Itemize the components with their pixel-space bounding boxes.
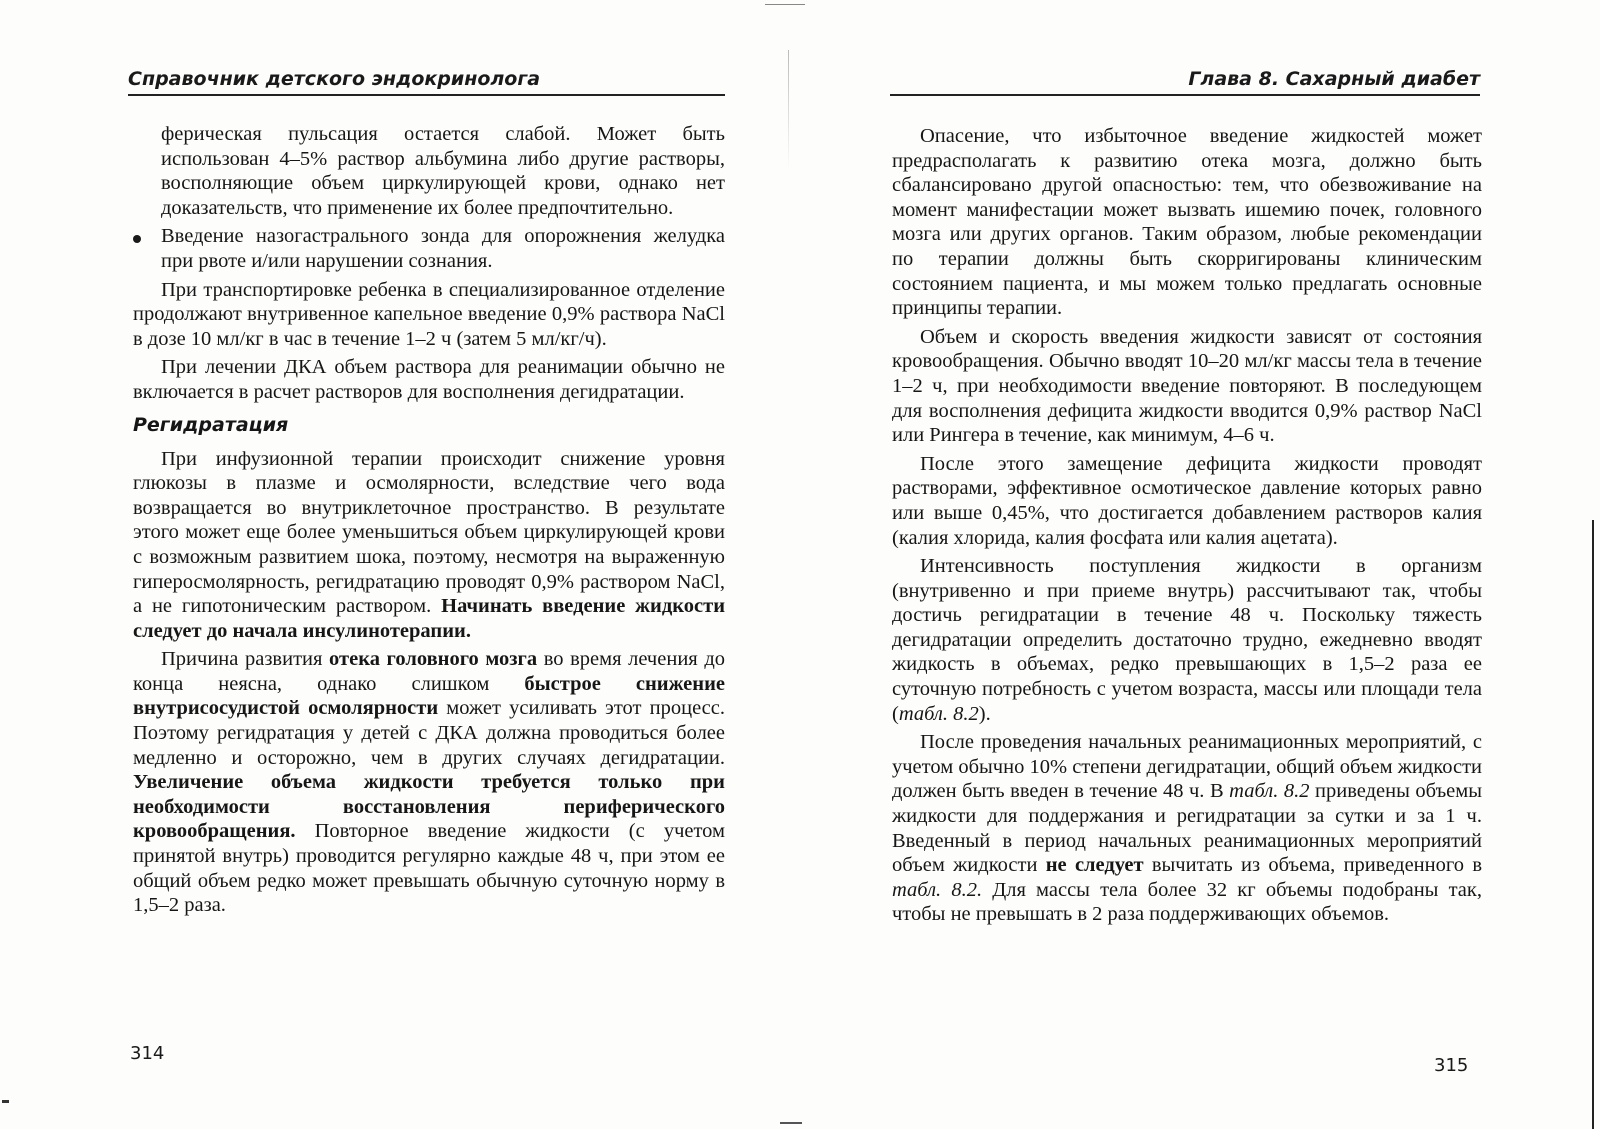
right-page	[790, 0, 1600, 1129]
paragraph-edema-text-4: Повторное введение жидкости (с учетом принятой внутрь) проводится регулярно каждые 48 ч, при этом ее общий объем редко может превышать обычную суточную норму в 1,5–2 раза.	[133, 820, 725, 917]
running-head-left: Справочник детского эндокринолога	[128, 64, 725, 96]
paragraph-edema-text-1: Причина развития	[161, 648, 330, 671]
bullet-icon	[133, 235, 141, 243]
table-reference: табл. 8.2.	[892, 878, 983, 901]
paragraph-edema-emphasis-1: отека головного мозга	[329, 648, 538, 671]
right-page-body	[892, 124, 1482, 931]
paragraph-infusion-text: При инфузионной терапии происходит снижение уровня глюкозы в плазме и осмолярности, вследствие чего вода возвращается во внутриклеточное пространство. В результате этого может еще более уменьшиться объем циркулирующей крови с возможным развитием шока, поэтому, несмотря на выраженную гиперосмолярность, регидратацию проводят 0,9% раствором NaCl, а не гипотоническим раствором.	[133, 447, 725, 618]
paragraph-volume-rate: Объем и скорость введения жидкости зависят от состояния кровообращения. Обычно вводят 10–20 мл/кг массы тела в течение 1–2 ч, при необходимости введение повторяют. В последующем для восполнения дефицита жидкости вводится 0,9% раствор NaCl или Рингера в течение, как минимум, 4–6 ч.	[892, 325, 1482, 447]
paragraph-intensity-text-2: ).	[978, 702, 991, 725]
left-page	[0, 0, 790, 1129]
paragraph-replacement: После этого замещение дефицита жидкости проводят растворами, эффективное осмотическое давление которых равно или выше 0,45%, что достигается добавлением растворов калия (калия хлорида, калия фосфата или калия ацетата).	[892, 452, 1482, 549]
paragraph-edema	[133, 647, 725, 918]
paragraph-resuscitation	[892, 730, 1482, 927]
paragraph-resuscitation-text-3: вычитать из объема, приведенного в	[1143, 854, 1483, 877]
paragraph-intensity-text-1: Интенсивность поступления жидкости в организм (внутривенно и при приеме внутрь) рассчитывают так, чтобы достичь регидратации в течение 48 ч. Поскольку тяжесть дегидратации определить достаточно трудно, ежедневно вводят жидкость в объемах, редко превышающих в 1,5–2 раза ее суточную потребность с учетом возраста, массы или площади тела (	[892, 555, 1482, 725]
left-page-body	[133, 122, 725, 922]
paragraph-dka: При лечении ДКА объем раствора для реанимации обычно не включается в расчет растворов для восполнения дегидратации.	[133, 356, 725, 403]
paragraph-resuscitation-text-4: Для массы тела более 32 кг объемы подобраны так, чтобы не превышать в 2 раза поддерживающих объемов.	[892, 878, 1482, 926]
paragraph-edema-emphasis-3: Увеличение объема жидкости требуется только при необходимости восстановления периферического кровообращения.	[133, 771, 725, 843]
section-heading: Регидратация	[133, 413, 289, 436]
running-head-right: Глава 8. Сахарный диабет	[890, 64, 1480, 96]
paragraph-edema-text-2: во время лечения до конца неясна, однако слишком	[133, 648, 725, 695]
paragraph-resuscitation-emphasis: не следует	[1045, 854, 1144, 877]
paragraph-risk: Опасение, что избыточное введение жидкостей может предрасполагать к развитию отека мозга, должно быть сбалансировано другой опасностью: тем, что обезвоживание на момент манифестации может вызвать ишемию почек, головного мозга или других органов. Таким образом, любые рекомендации по терапии должны быть скорригированы клиническим состоянием пациента, и мы можем только предлагать основные принципы терапии.	[892, 125, 1482, 320]
page-number-right: 315	[1434, 1055, 1469, 1076]
page-number-left: 314	[130, 1043, 165, 1064]
paragraph-infusion	[133, 447, 725, 644]
paragraph-transport: При транспортировке ребенка в специализированное отделение продолжают внутривенное капельное введение 0,9% раствора NaCl в дозе 10 мл/кг в час в течение 1–2 ч (затем 5 мл/кг/ч).	[133, 278, 725, 350]
table-reference: табл. 8.2	[898, 702, 979, 725]
paragraph-continuation: ферическая пульсация остается слабой. Может быть использован 4–5% раствор альбумина либо другие растворы, восполняющие объем циркулирующей крови, однако нет доказательств, что применение их более предпочтительно.	[161, 123, 725, 219]
paragraph-intensity	[892, 554, 1482, 726]
bullet-text: Введение назогастрального зонда для опорожнения желудка при рвоте и/или нарушении сознания.	[161, 225, 725, 272]
paragraph-edema-text-3: может усиливать этот процесс. Поэтому регидратация у детей с ДКА должна проводиться более медленно и осторожно, чем в других случаях дегидратации.	[133, 697, 725, 769]
paragraph-resuscitation-text-1: После проведения начальных реанимационных мероприятий, с учетом обычно 10% степени дегидратации, общий объем жидкости должен быть введен в течение 48 ч. В	[892, 731, 1482, 803]
paragraph-infusion-emphasis: Начинать введение жидкости следует до начала инсулинотерапии.	[133, 595, 726, 642]
paragraph-resuscitation-text-2: приведены объемы жидкости для поддержания и регидратации за сутки и за 1 ч. Введенный в период начальных реанимационных мероприятий объем жидкости	[892, 780, 1483, 877]
paragraph-edema-emphasis-2: быстрое снижение внутрисосудистой осмолярности	[133, 672, 726, 720]
bullet-list-item	[133, 224, 725, 273]
table-reference: табл. 8.2	[1229, 780, 1310, 803]
